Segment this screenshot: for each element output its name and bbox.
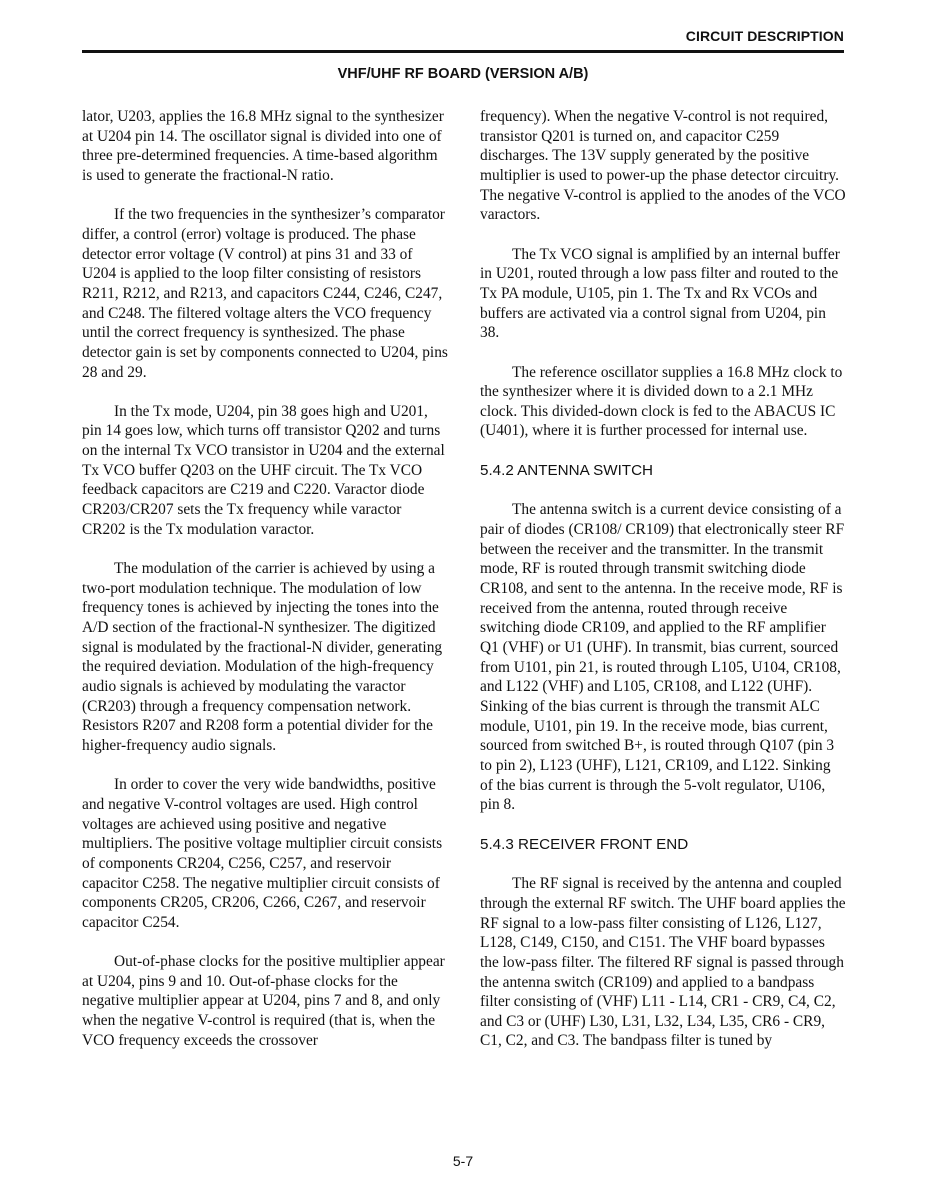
header-rule xyxy=(82,50,844,53)
paragraph: frequency). When the negative V-control is not required, transistor Q201 is turned on, and capacitor C259 discharges. The 13V supply generated by the positive multiplier is used to power-up the phase detector circuitry. The negative V-control is applied to the anodes of the VCO varactors. xyxy=(480,108,846,224)
paragraph: If the two frequencies in the synthesizer’s comparator differ, a control (error) voltage is produced. The phase detector error voltage (V control) at pins 31 and 33 of U204 is applied to the loop filter consisting of resistors R211, R212, and R213, and capacitors C244, C246, C247, and C248. The filtered voltage alters the VCO frequency until the correct frequency is synthesized. The phase detector gain is set by components connected to U204, pins 28 and 29. xyxy=(82,206,448,381)
paragraph: The reference oscillator supplies a 16.8 MHz clock to the synthesizer where it is divided down to a 2.1 MHz clock. This divided-down clock is fed to the ABACUS IC (U401), where it is further processed for internal use. xyxy=(480,363,843,440)
page-number: 5-7 xyxy=(452,1153,474,1169)
paragraph: In the Tx mode, U204, pin 38 goes high and U201, pin 14 goes low, which turns off transistor Q202 and turns on the internal Tx VCO transistor in U204 and the external Tx VCO buffer Q203 on the UHF circuit. The Tx VCO feedback capacitors are C219 and C220. Varactor diode CR203/CR207 sets the Tx frequency while varactor CR202 is the Tx modulation varactor. xyxy=(82,402,445,538)
section-header: CIRCUIT DESCRIPTION xyxy=(685,28,844,44)
paragraph: lator, U203, applies the 16.8 MHz signal to the synthesizer at U204 pin 14. The oscillator signal is divided into one of three pre-determined frequencies. A time-based algorithm is used to generate the fractional-N ratio. xyxy=(82,108,444,184)
paragraph: In order to cover the very wide bandwidths, positive and negative V-control voltages are used. High control voltages are achieved using positive and negative multipliers. The positive voltage multiplier circuit consists of components CR204, C256, C257, and reservoir capacitor C258. The negative multiplier circuit consists of components CR205, CR206, C266, C267, and reservoir capacitor C254. xyxy=(82,776,443,931)
paragraph: The Tx VCO signal is amplified by an internal buffer in U201, routed through a low pass filter and routed to the Tx PA module, U105, pin 1. The Tx and Rx VCOs and buffers are activated via a control signal from U204, pin 38. xyxy=(480,245,840,342)
paragraph: The antenna switch is a current device consisting of a pair of diodes (CR108/ CR109) that electronically steer RF between the receiver and the transmitter. In the transmit mode, RF is routed through transmit switching diode CR108, and sent to the antenna. In the receive mode, RF is received from the antenna, routed through receive switching diode CR109, and applied to the RF amplifier Q1 (VHF) or U1 (UHF). In transmit, bias current, sourced from U101, pin 21, is routed through L105, U104, CR108, and L122 (VHF) and L105, CR108, and L122 (UHF). Sinking of the bias current is through the transmit ALC module, U101, pin 19. In the receive mode, bias current, sourced from switched B+, is routed through Q107 (pin 3 to pin 2), L123 (UHF), L121, CR109, and L122. Sinking of the bias current is through the 5-volt regulator, U106, pin 8. xyxy=(480,501,845,814)
page-title: VHF/UHF RF BOARD (VERSION A/B) xyxy=(337,66,589,82)
left-column xyxy=(82,107,448,1070)
paragraph: Out-of-phase clocks for the positive multiplier appear at U204, pins 9 and 10. Out-of-phase clocks for the negative multiplier appear at U204, pins 7 and 8, and only when the negative V-control is required (that is, when the VCO frequency exceeds the crossover xyxy=(82,953,445,1049)
right-column xyxy=(480,107,846,1071)
section-heading-receiver-front-end: 5.4.3 RECEIVER FRONT END xyxy=(480,835,689,853)
paragraph: The RF signal is received by the antenna and coupled through the external RF switch. The UHF board applies the RF signal to a low-pass filter consisting of L126, L127, L128, C149, C150, and C151. The VHF board bypasses the low-pass filter. The filtered RF signal is passed through the antenna switch (CR109) and applied to a bandpass filter consisting of (VHF) L11 - L14, CR1 - CR9, C4, C2, and C3 or (UHF) L30, L31, L32, L34, L35, CR6 - CR9, C1, C2, and C3. The bandpass filter is tuned by xyxy=(480,875,846,1050)
paragraph: The modulation of the carrier is achieved by using a two-port modulation technique. The modulation of low frequency tones is achieved by injecting the tones into the A/D section of the fractional-N synthesizer. The digitized signal is modulated by the fractional-N divider, generating the required deviation. Modulation of the high-frequency audio signals is achieved by modulating the varactor (CR203) through a frequency compensation network. Resistors R207 and R208 form a potential divider for the higher-frequency audio signals. xyxy=(82,560,443,754)
section-heading-antenna-switch: 5.4.2 ANTENNA SWITCH xyxy=(480,461,654,479)
